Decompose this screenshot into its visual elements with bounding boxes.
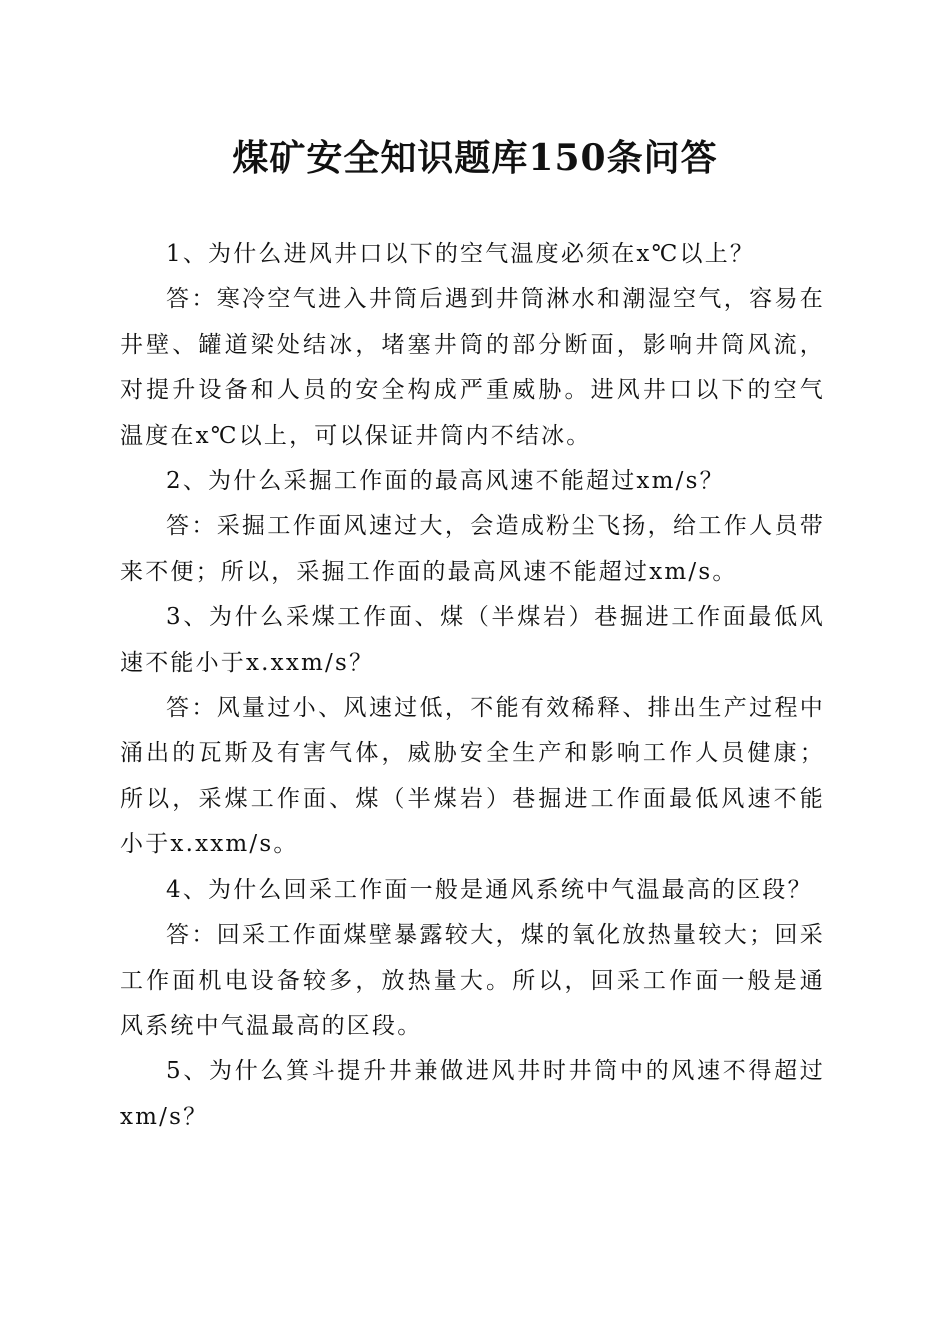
question-5: 5、为什么箕斗提升井兼做进风井时井筒中的风速不得超过xm/s？ bbox=[120, 1058, 825, 1130]
answer-1: 答：寒冷空气进入井筒后遇到井筒淋水和潮湿空气，容易在井壁、罐道梁处结冰，堵塞井筒的部分断面，影响井筒风流，对提升设备和人员的安全构成严重威胁。进风井口以下的空气温度在x℃以上，可以保证井筒内不结冰。 bbox=[120, 286, 825, 449]
answer-3: 答：风量过小、风速过低，不能有效稀释、排出生产过程中涌出的瓦斯及有害气体，威胁安全生产和影响工作人员健康；所以，采煤工作面、煤（半煤岩）巷掘进工作面最低风速不能小于x.xxm/s。 bbox=[120, 695, 825, 858]
question-4: 4、为什么回采工作面一般是通风系统中气温最高的区段？ bbox=[166, 876, 813, 903]
document-title: 煤矿安全知识题库150条问答 bbox=[232, 137, 718, 179]
question-2: 2、为什么采掘工作面的最高风速不能超过xm/s？ bbox=[166, 468, 725, 495]
question-1: 1、为什么进风井口以下的空气温度必须在x℃以上？ bbox=[166, 241, 756, 267]
answer-2: 答：采掘工作面风速过大，会造成粉尘飞扬，给工作人员带来不便；所以，采掘工作面的最高风速不能超过xm/s。 bbox=[120, 513, 825, 585]
question-3: 3、为什么采煤工作面、煤（半煤岩）巷掘进工作面最低风速不能小于x.xxm/s？ bbox=[120, 604, 825, 676]
document-body bbox=[120, 232, 825, 1140]
answer-4: 答：回采工作面煤壁暴露较大，煤的氧化放热量较大；回采工作面机电设备较多，放热量大。所以，回采工作面一般是通风系统中气温最高的区段。 bbox=[120, 922, 825, 1039]
